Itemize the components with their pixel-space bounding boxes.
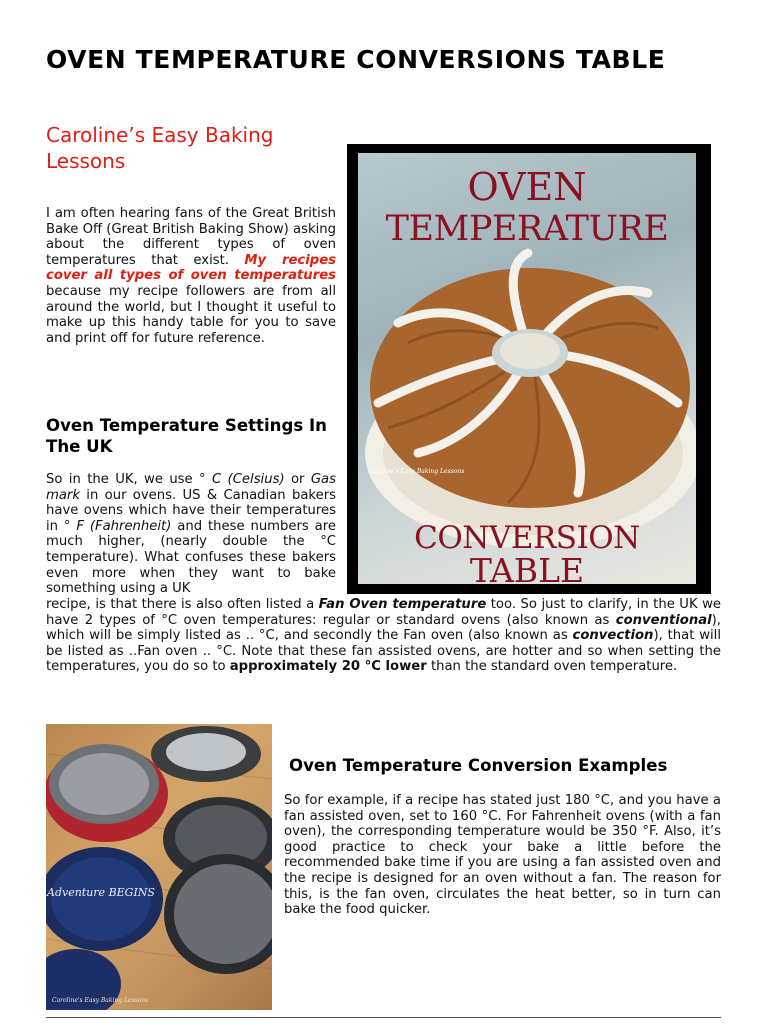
uk-text-16: than the standard oven temperature.	[426, 659, 678, 675]
uk-text-12: ), which will be simply listed as .. °C, and secondly the Fan oven (also known as	[46, 612, 721, 644]
uk-text-celsius: ° C (Celsius)	[199, 472, 285, 487]
plate-lettering: Adventure BEGINS	[47, 886, 155, 899]
uk-text-1: So in the UK, we use	[46, 472, 200, 487]
uk-text-7: and these numbers are much higher, (nearly double the °C temperature). What confuses these bakers even more when they want to bake something using a UK	[46, 518, 337, 597]
intro-emphasis: My recipes cover all types of oven temperatures	[46, 252, 336, 284]
uk-section-heading: Oven Temperature Settings In The UK	[46, 416, 327, 456]
bakeware-photo	[46, 724, 272, 1010]
page-title: OVEN TEMPERATURE CONVERSIONS TABLE	[46, 45, 666, 74]
uk-paragraph-top	[46, 472, 336, 597]
uk-text-fan-oven: Fan Oven temperature	[318, 597, 487, 612]
uk-text-3: or	[284, 472, 311, 487]
cover-watermark: Caroline's Easy Baking Lessons	[368, 468, 465, 475]
uk-text-conventional: conventional	[615, 612, 712, 628]
cover-title-oven: OVEN	[467, 165, 587, 209]
cover-title-temperature: TEMPERATURE	[385, 209, 669, 249]
cover-inner	[358, 153, 696, 584]
uk-text-fahrenheit: ° F (Fahrenheit)	[63, 518, 172, 534]
uk-text-gas-mark: Gas mark	[46, 472, 336, 503]
photo-watermark: Caroline's Easy Baking Lessons	[52, 997, 149, 1004]
uk-text-14: ), that will be listed as ..Fan oven .. °C. Note that these fan assisted ovens, are hotter and so when setting the temperatures, you do so to	[46, 628, 722, 675]
uk-text-8: recipe, is that there is also often listed a	[46, 597, 319, 612]
cover-title-conversion: CONVERSION	[414, 520, 640, 556]
cover-title-table: TABLE	[469, 551, 585, 584]
uk-text-convection: convection	[572, 628, 654, 644]
intro-text-c: because my recipe followers are from all around the world, but I thought it useful to make up this handy table for you to save and print off for future reference.	[46, 283, 336, 346]
bakeware-illustration	[46, 724, 272, 1010]
examples-heading: Oven Temperature Conversion Examples	[289, 756, 668, 775]
uk-text-approx: approximately 20 °C lower	[229, 659, 427, 675]
intro-text-a: I am often hearing fans of the Great British Bake Off (Great British Baking Show) asking about the different types of oven temperatures that exist.	[46, 206, 336, 268]
cover-image	[347, 144, 711, 594]
footer-divider	[46, 1017, 721, 1018]
uk-text-5: in our ovens. US & Canadian bakers have ovens which have their temperatures in	[46, 487, 336, 534]
examples-paragraph: So for example, if a recipe has stated just 180 °C, and you have a fan assisted oven, set to 160 °C. For Fahrenheit ovens (with a fan oven), the corresponding temperature would be 350 °F. Also, it’s good practice to check your bake a little before the recommended bake time if you are using a fan assisted oven and the recipe is designed for an oven without a fan. The reason for this, is the fan oven, circulates the heat better, so in turn can bake the food quicker.	[284, 793, 721, 918]
uk-text-10: too. So just to clarify, in the UK we have 2 types of °C oven temperatures: regular or standard ovens (also known as	[46, 597, 721, 628]
uk-paragraph-bottom	[46, 597, 721, 675]
intro-paragraph	[46, 206, 336, 346]
page-subtitle: Caroline’s Easy Baking Lessons	[46, 123, 274, 173]
